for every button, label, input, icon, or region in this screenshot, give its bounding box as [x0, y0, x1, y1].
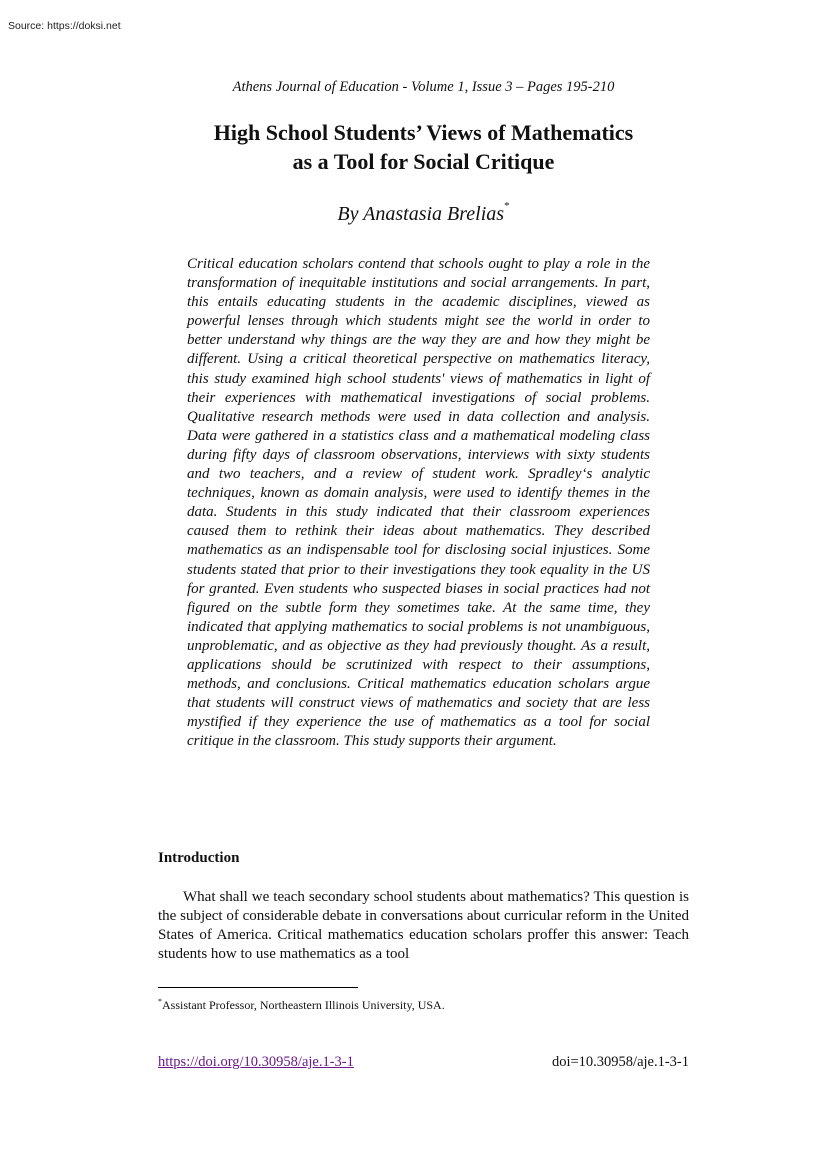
paper-title: [0, 118, 827, 176]
abstract: Critical education scholars contend that schools ought to play a role in the transformation of inequitable institutions and social arrangements. In part, this entails educating students in the academic disciplines, viewed as powerful lenses through which students might see the world in order to better understand why things are the way they are and how they might be different. Using a critical theoretical perspective on mathematics literacy, this study examined high school students' views of mathematics in light of their experiences with mathematical investigations of social problems. Qualitative research methods were used in data collection and analysis. Data were gathered in a statistics class and a mathematical modeling class during fifty days of classroom observations, interviews with sixty students and two teachers, and a review of student work. Spradley‘s analytic techniques, known as domain analysis, were used to identify themes in the data. Students in this study indicated that their classroom experiences caused them to rethink their ideas about mathematics. They described mathematics as an indispensable tool for disclosing social injustices. Some students stated that prior to their investigations they took equality in the US for granted. Even students who suspected biases in social practices had not figured on the subtle form they sometimes take. At the same time, they indicated that applying mathematics to social problems is not unambiguous, unproblematic, and as objective as they had previously thought. As a result, applications should be scrutinized with respect to their assumptions, methods, and conclusions. Critical mathematics education scholars argue that students will construct views of mathematics and society that are less mystified if they experience the use of mathematics as a tool for social critique in the classroom. This study supports their argument.: [187, 256, 650, 750]
title-line-1: High School Students’ Views of Mathematics: [213, 120, 634, 145]
section-heading-introduction: Introduction: [158, 850, 240, 866]
author-byline: [0, 200, 827, 226]
journal-header: Athens Journal of Education - Volume 1, Issue 3 – Pages 195-210: [232, 79, 615, 95]
author-footnote-mark: *: [504, 200, 510, 213]
footnote-mark: *: [158, 997, 162, 1006]
intro-paragraph: What shall we teach secondary school students about mathematics? This question is the subject of considerable debate in conversations about curricular reform in the United States of America. Critical mathematics education scholars proffer this answer: Teach students how to use mathematics as a tool: [158, 889, 689, 963]
doi-link[interactable]: https://doi.org/10.30958/aje.1-3-1: [158, 1054, 354, 1070]
source-label: Source: https://doksi.net: [8, 20, 121, 32]
author-name: By Anastasia Brelias: [337, 203, 505, 225]
footnote-text: Assistant Professor, Northeastern Illinois University, USA.: [162, 998, 445, 1012]
footnote-divider: [158, 987, 358, 988]
doi-identifier: doi=10.30958/aje.1-3-1: [551, 1054, 689, 1070]
footnote: [158, 997, 445, 1013]
title-line-2: as a Tool for Social Critique: [292, 149, 555, 174]
